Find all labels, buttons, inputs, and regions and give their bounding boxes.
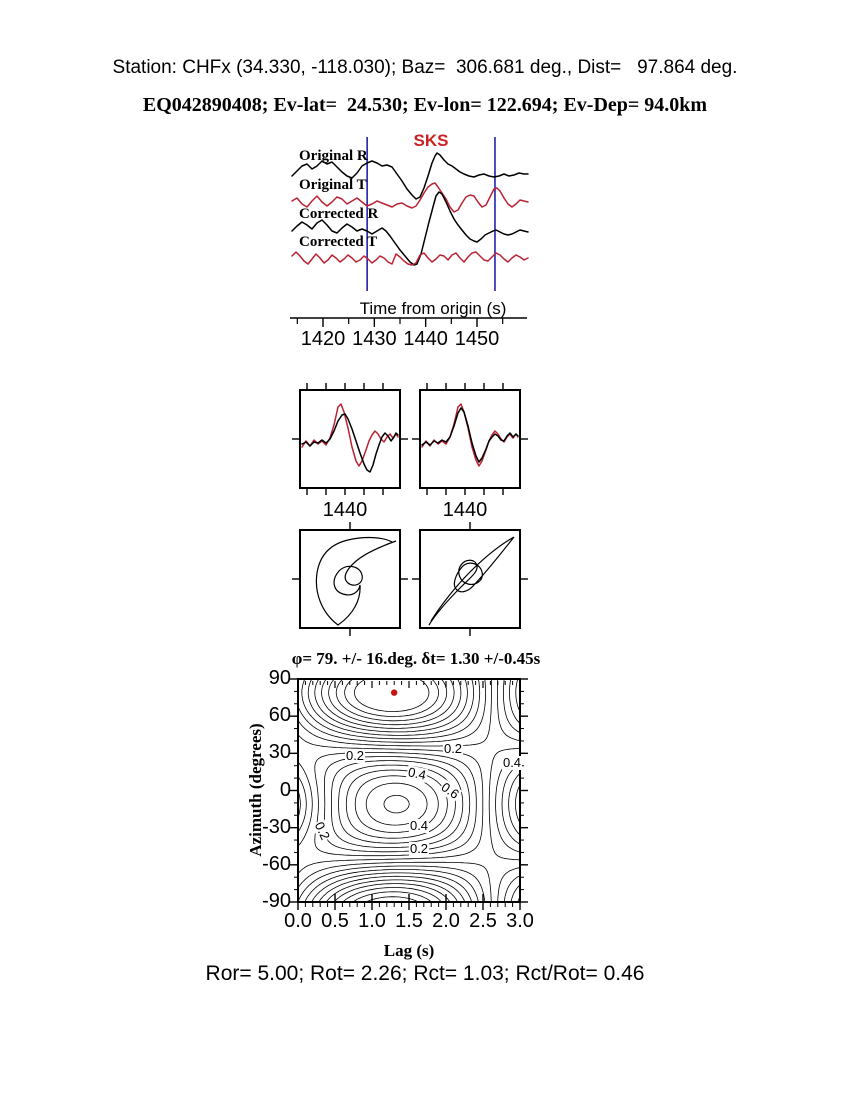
contour-value-label: 0.4 xyxy=(502,755,522,770)
time-tick-label: 1450 xyxy=(454,328,500,350)
event-title: EQ042890408; Ev-lat= 24.530; Ev-lon= 122.694; Ev-Dep= 94.0km xyxy=(142,94,708,116)
ratio-stats-line: Ror= 5.00; Rot= 2.26; Rct= 1.03; Rct/Rot= 0.46 xyxy=(205,962,645,985)
contour-value-label: 0.4 xyxy=(409,818,429,833)
azimuth-tick-label: 90 xyxy=(268,667,291,689)
azimuth-tick-label: 60 xyxy=(268,704,291,727)
lag-tick-label: 0.0 xyxy=(284,910,312,932)
trace-label-original-r: Original R xyxy=(299,148,368,164)
contour-value-label: 0.6 xyxy=(438,779,462,802)
contour-value-label: 0.2 xyxy=(311,819,334,843)
contour-ylabel: Azimuth (degrees) xyxy=(246,723,265,857)
contour-value-label: 0.2 xyxy=(409,841,429,856)
azimuth-tick-label: 0 xyxy=(279,778,291,801)
trace-label-original-t: Original T xyxy=(299,177,367,193)
lag-tick-label: 1.0 xyxy=(358,910,386,932)
time-tick-label: 1440 xyxy=(403,328,448,350)
contour-value-label: 0.2 xyxy=(345,748,365,763)
azimuth-tick-label: -90 xyxy=(262,890,291,912)
contour-value-label: 0.2 xyxy=(443,741,463,756)
time-axis-label: Time from origin (s) xyxy=(359,299,507,318)
azimuth-tick-label: -30 xyxy=(262,815,291,838)
station-title: Station: CHFx (34.330, -118.030); Baz= 306.681 deg., Dist= 97.864 deg. xyxy=(112,57,738,78)
lag-tick-label: 2.5 xyxy=(469,910,497,932)
azimuth-tick-label: -60 xyxy=(262,852,291,875)
phase-pick-label: SKS xyxy=(413,131,449,150)
contour-value-label: 0.4 xyxy=(406,764,428,783)
lag-tick-label: 3.0 xyxy=(506,910,534,932)
time-tick-label: 1420 xyxy=(300,328,346,350)
time-tick-label: 1430 xyxy=(352,328,397,350)
trace-label-corrected-r: Corrected R xyxy=(299,206,379,222)
zoom-right-tick-label: 1440 xyxy=(442,499,488,521)
lag-tick-label: 1.5 xyxy=(395,910,423,932)
zoom-left-tick-label: 1440 xyxy=(322,499,368,521)
contour-xlabel: Lag (s) xyxy=(383,941,435,960)
azimuth-tick-label: 30 xyxy=(268,741,291,764)
trace-label-corrected-t: Corrected T xyxy=(299,234,378,250)
lag-tick-label: 0.5 xyxy=(321,910,349,932)
contour-title: φ= 79. +/- 16.deg. δt= 1.30 +/-0.45s xyxy=(291,649,541,668)
lag-tick-label: 2.0 xyxy=(432,910,460,932)
